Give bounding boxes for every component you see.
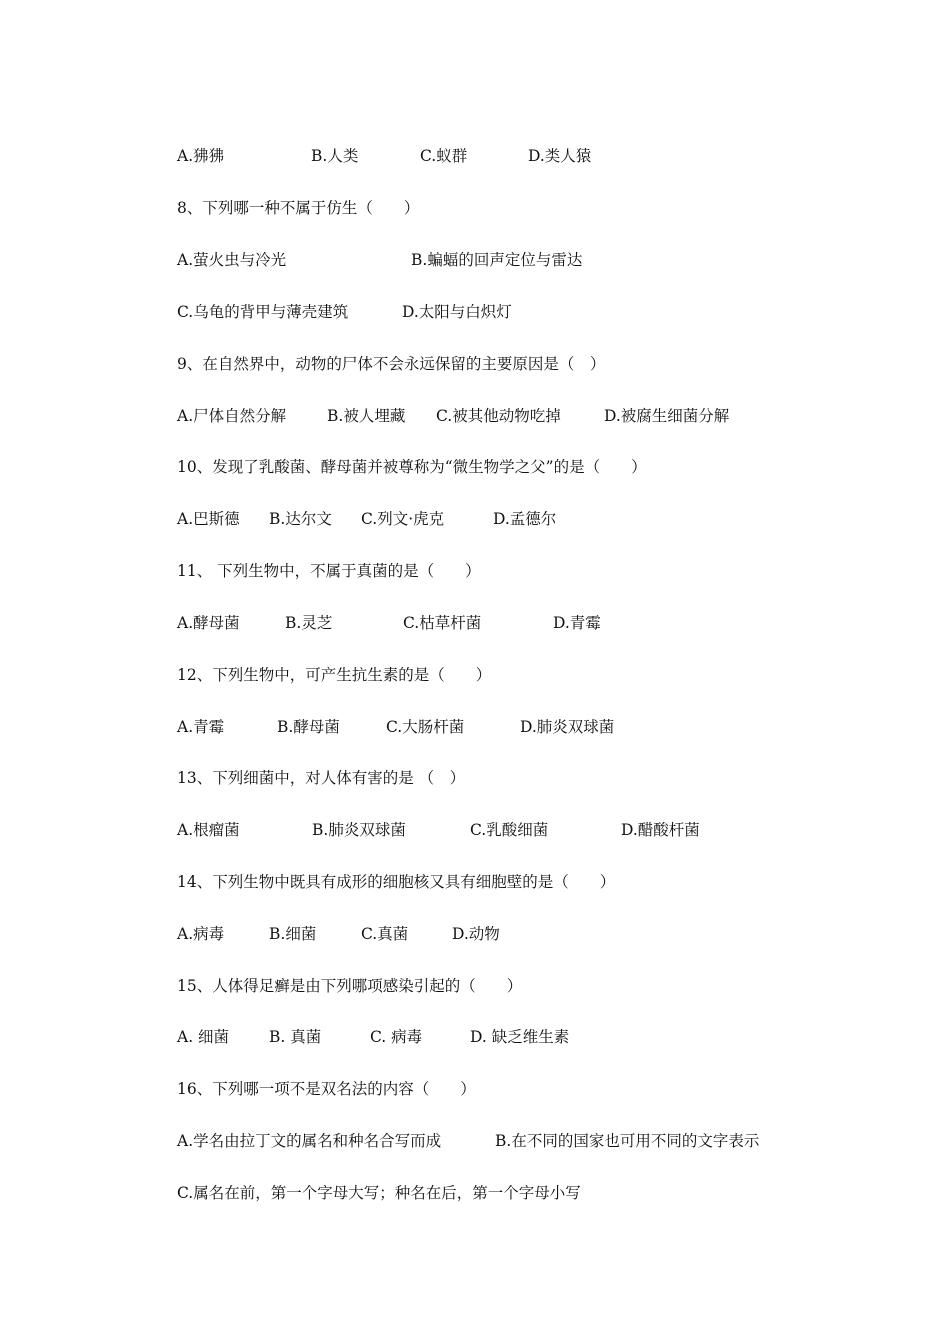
- question-15: 15、人体得足癣是由下列哪项感染引起的（ ）: [177, 977, 523, 995]
- question-14: 14、下列生物中既具有成形的细胞核又具有细胞壁的是（ ）: [177, 873, 616, 891]
- option-c: C.蚁群: [420, 147, 468, 165]
- option-a: A.萤火虫与冷光: [177, 251, 287, 269]
- option-a: A.青霉: [177, 718, 225, 736]
- option-d: D.太阳与白炽灯: [402, 303, 512, 321]
- option-b: B.酵母菌: [277, 718, 340, 736]
- option-a: A.根瘤菌: [177, 821, 240, 839]
- option-d: D.孟德尔: [493, 510, 557, 528]
- option-d: D.动物: [452, 925, 500, 943]
- option-c: C.乳酸细菌: [470, 821, 549, 839]
- option-a: A.病毒: [177, 925, 225, 943]
- question-16: 16、下列哪一项不是双名法的内容（ ）: [177, 1080, 476, 1098]
- option-b: B.灵芝: [285, 614, 333, 632]
- option-d: D. 缺乏维生素: [470, 1028, 570, 1046]
- option-d: D.被腐生细菌分解: [604, 407, 730, 425]
- option-c: C.真菌: [361, 925, 409, 943]
- option-a: A.巴斯德: [177, 510, 240, 528]
- option-a: A. 细菌: [177, 1028, 230, 1046]
- option-c: C.枯草杆菌: [403, 614, 482, 632]
- question-10: 10、发现了乳酸菌、酵母菌并被尊称为“微生物学之父”的是（ ）: [177, 458, 647, 476]
- option-a: A.尸体自然分解: [177, 407, 287, 425]
- option-d: D.肺炎双球菌: [520, 718, 615, 736]
- option-a: A.狒狒: [177, 147, 225, 165]
- option-b: B.肺炎双球菌: [312, 821, 406, 839]
- question-11: 11、 下列生物中，不属于真菌的是（ ）: [177, 562, 481, 580]
- option-c: C.乌龟的背甲与薄壳建筑: [177, 303, 349, 321]
- option-b: B.细菌: [269, 925, 317, 943]
- option-b: B. 真菌: [269, 1028, 322, 1046]
- option-d: D.类人猿: [528, 147, 592, 165]
- option-b: B.被人埋藏: [327, 407, 406, 425]
- option-b: B.达尔文: [269, 510, 332, 528]
- option-c: C.大肠杆菌: [386, 718, 465, 736]
- option-b: B.蝙蝠的回声定位与雷达: [411, 251, 583, 269]
- option-a: A.学名由拉丁文的属名和种名合写而成: [177, 1132, 442, 1150]
- question-8: 8、下列哪一种不属于仿生（ ）: [177, 199, 420, 217]
- option-d: D.青霉: [553, 614, 601, 632]
- question-13: 13、下列细菌中，对人体有害的是 （ ）: [177, 769, 466, 787]
- option-b: B.人类: [311, 147, 359, 165]
- question-12: 12、下列生物中，可产生抗生素的是（ ）: [177, 666, 492, 684]
- option-a: A.酵母菌: [177, 614, 240, 632]
- option-c: C. 病毒: [370, 1028, 423, 1046]
- option-c: C.列文·虎克: [361, 510, 445, 528]
- option-b: B.在不同的国家也可用不同的文字表示: [495, 1132, 760, 1150]
- option-d: D.醋酸杆菌: [621, 821, 700, 839]
- question-9: 9、在自然界中，动物的尸体不会永远保留的主要原因是（ ）: [177, 355, 606, 373]
- option-c: C.属名在前，第一个字母大写；种名在后，第一个字母小写: [177, 1184, 581, 1202]
- option-c: C.被其他动物吃掉: [436, 407, 561, 425]
